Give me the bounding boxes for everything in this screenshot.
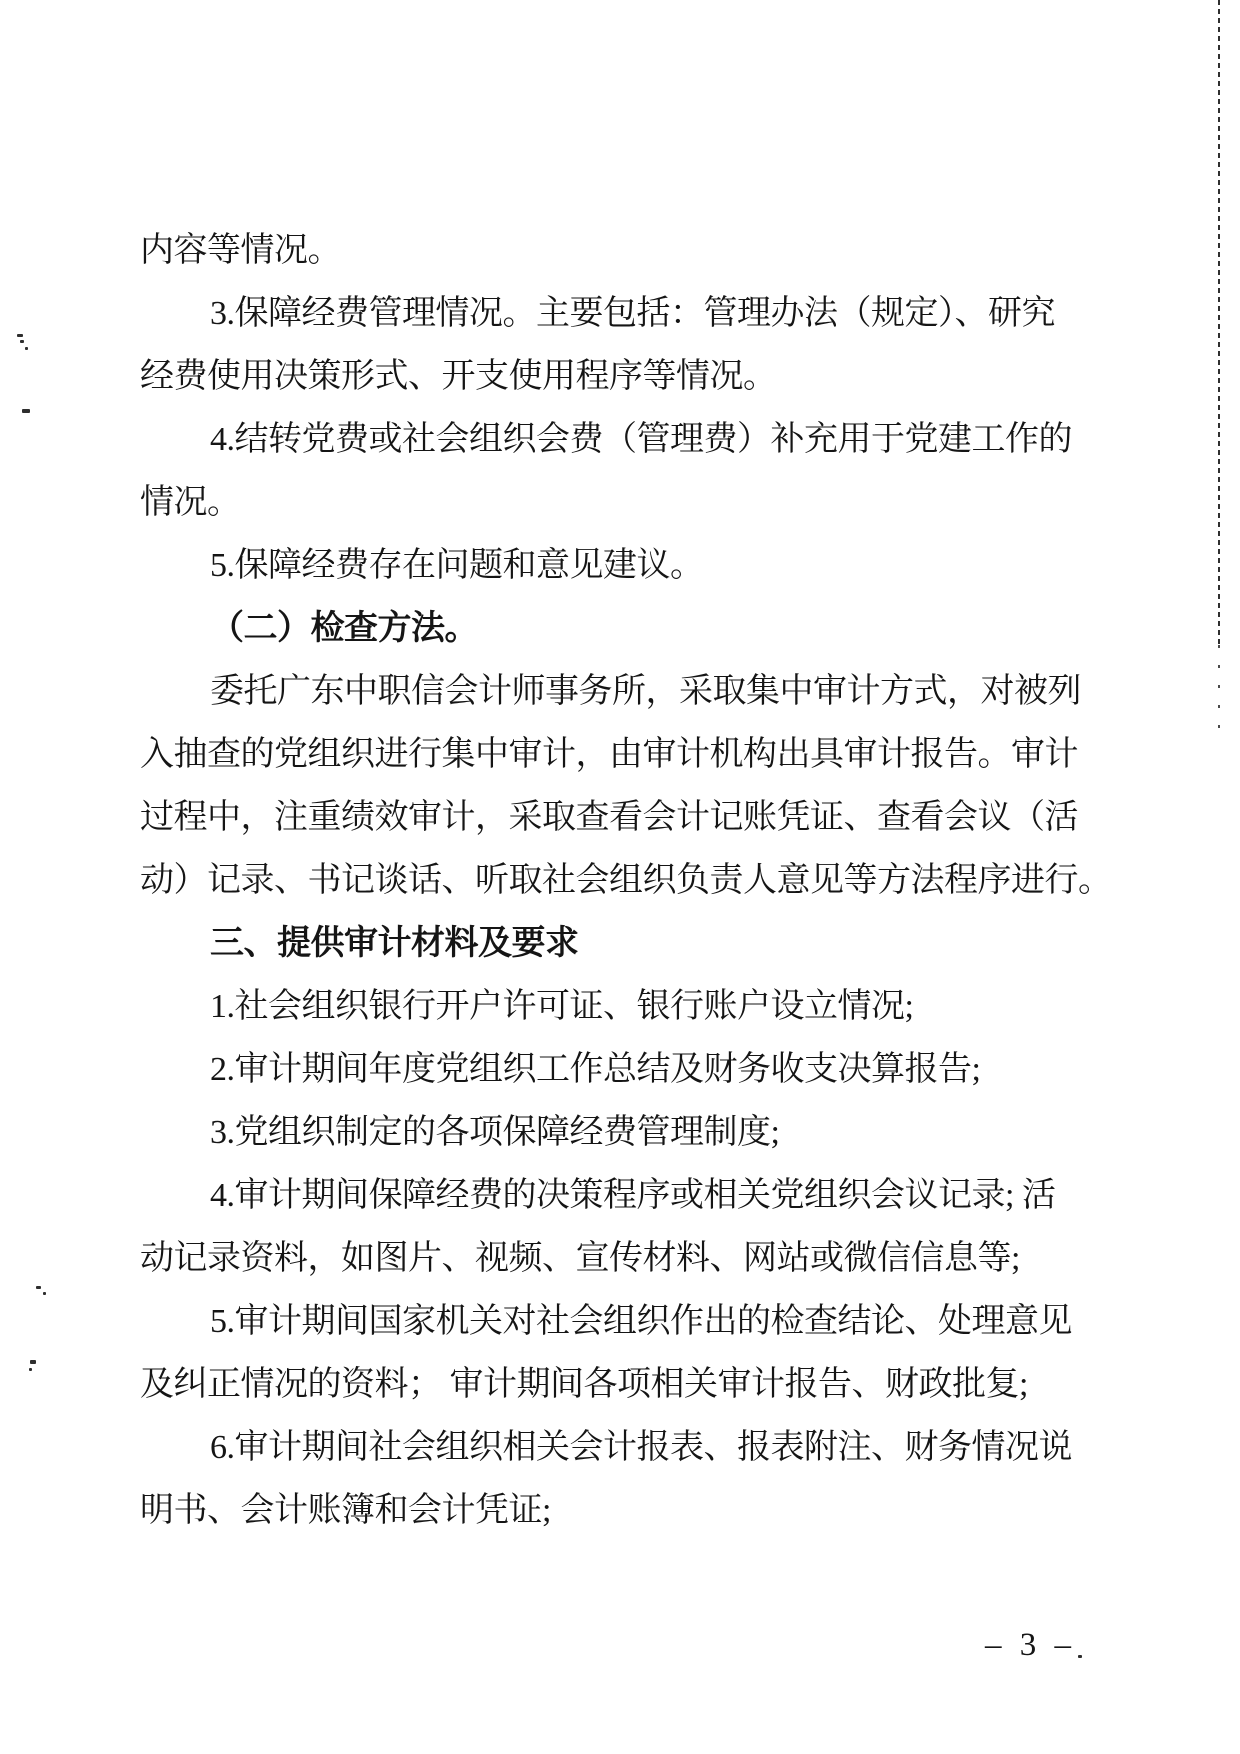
document-line: 6.审计期间社会组织相关会计报表、报表附注、财务情况说: [210, 1429, 1072, 1466]
page-number: – 3 –: [985, 1627, 1076, 1663]
scan-speck: [1078, 1655, 1082, 1658]
document-line: 动记录资料，如图片、视频、宣传材料、网站或微信信息等;: [140, 1240, 1020, 1277]
scan-speck: [30, 1360, 36, 1364]
document-line: 动）记录、书记谈话、听取社会组织负责人意见等方法程序进行。: [140, 862, 1112, 899]
document-line: 明书、会计账簿和会计凭证;: [140, 1492, 551, 1529]
document-line: 5.审计期间国家机关对社会组织作出的检查结论、处理意见: [210, 1303, 1072, 1340]
scan-speck: [17, 334, 23, 337]
document-line: 经费使用决策形式、开支使用程序等情况。: [140, 358, 777, 395]
scan-binding-line-fade: [1218, 645, 1220, 740]
scan-speck: [43, 1292, 46, 1295]
section-heading-line: 三、提供审计材料及要求: [210, 925, 579, 962]
document-line: 及纠正情况的资料； 审计期间各项相关审计报告、财政批复;: [140, 1366, 1028, 1403]
document-line: 4.审计期间保障经费的决策程序或相关党组织会议记录; 活: [210, 1177, 1056, 1214]
scan-speck: [20, 340, 24, 343]
scan-speck: [22, 409, 30, 413]
document-line: 4.结转党费或社会组织会费（管理费）补充用于党建工作的: [210, 421, 1072, 458]
document-line: 委托广东中职信会计师事务所，采取集中审计方式，对被列: [210, 673, 1081, 710]
scan-speck: [36, 1286, 41, 1289]
document-line: 3.保障经费管理情况。主要包括：管理办法（规定）、研究: [210, 295, 1055, 332]
document-line: 情况。: [140, 484, 241, 521]
section-heading-line: （二）检查方法。: [210, 610, 478, 647]
document-line: 1.社会组织银行开户许可证、银行账户设立情况;: [210, 988, 914, 1025]
document-line: 过程中，注重绩效审计，采取查看会计记账凭证、查看会议（活: [140, 799, 1078, 836]
document-line: 3.党组织制定的各项保障经费管理制度;: [210, 1114, 780, 1151]
scan-binding-line: [1218, 0, 1220, 645]
document-line: 5.保障经费存在问题和意见建议。: [210, 547, 704, 584]
document-line: 内容等情况。: [140, 232, 341, 269]
scan-speck: [25, 347, 28, 350]
document-line: 入抽查的党组织进行集中审计，由审计机构出具审计报告。审计: [140, 736, 1078, 773]
document-line: 2.审计期间年度党组织工作总结及财务收支决算报告;: [210, 1051, 981, 1088]
scan-speck: [29, 1368, 32, 1371]
document-body: [140, 219, 1112, 1542]
